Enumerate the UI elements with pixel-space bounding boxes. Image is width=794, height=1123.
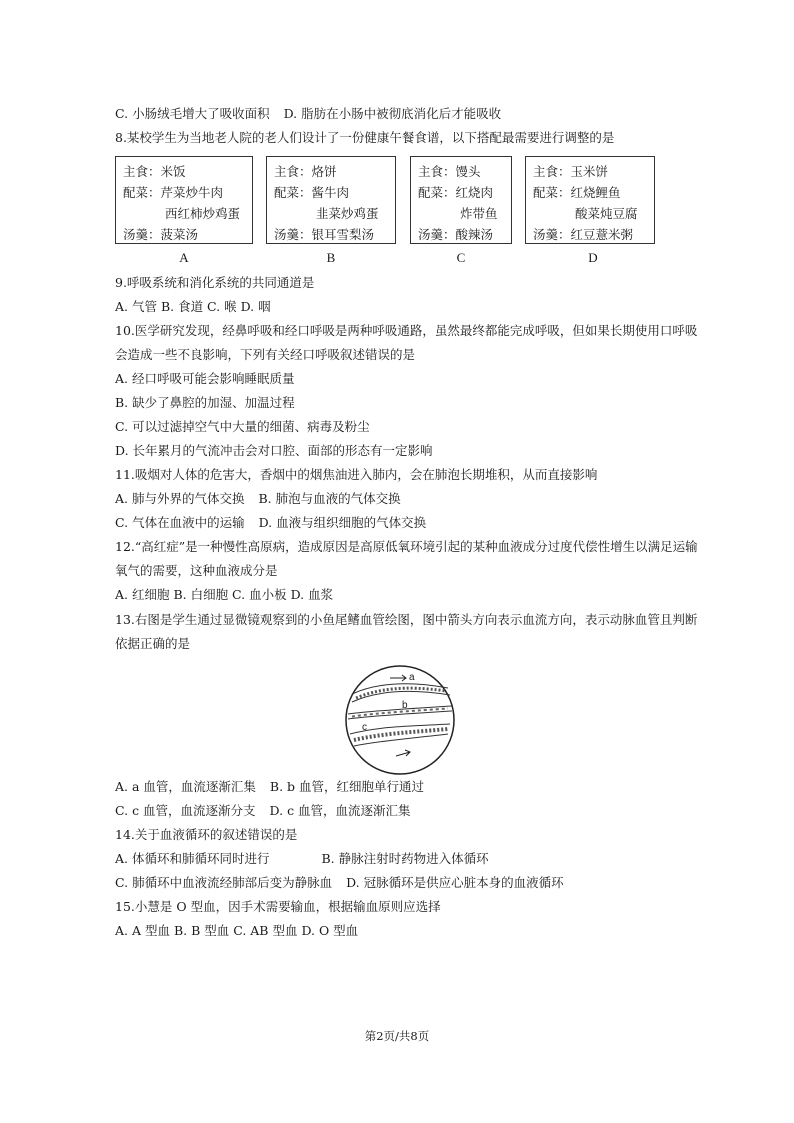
q14-option-c: C. 肺循环中血液流经肺部后变为静脉血 <box>115 875 333 890</box>
menu-box-a <box>115 156 253 244</box>
menu-dish: 配菜：红烧肉 <box>418 185 494 200</box>
q14-stem: 14.关于血液循环的叙述错误的是 <box>115 827 298 842</box>
microscope-field <box>346 666 454 774</box>
page-number: 第2页/共8页 <box>364 1029 430 1043</box>
menu-soup: 汤羹：菠菜汤 <box>123 227 199 242</box>
q10-option-b: B. 缺少了鼻腔的加湿、加温过程 <box>115 395 295 410</box>
menu-soup: 汤羹：银耳雪梨汤 <box>274 227 375 242</box>
label-c: c <box>362 722 367 733</box>
menu-staple: 主食：玉米饼 <box>533 164 609 179</box>
q7-option-c: C. 小肠绒毛增大了吸收面积 <box>115 106 270 121</box>
q12-stem-line2: 氧气的需要，这种血液成分是 <box>115 563 278 578</box>
vessel-drawing <box>344 664 456 776</box>
q11-options-cd <box>115 514 426 532</box>
menu-dish: 西红柿炒鸡蛋 <box>165 206 241 221</box>
q14-options-ab <box>115 850 489 868</box>
label-b: b <box>402 700 408 711</box>
menu-dish: 酸菜炖豆腐 <box>575 206 638 221</box>
menu-box-c <box>410 156 512 244</box>
fish-tail-capillary-figure <box>344 664 456 776</box>
q10-option-d: D. 长年累月的气流冲击会对口腔、面部的形态有一定影响 <box>115 443 433 458</box>
q14-option-d: D. 冠脉循环是供应心脏本身的血液循环 <box>346 875 564 890</box>
q14-options-cd <box>115 874 564 892</box>
menu-dish: 配菜：酱牛肉 <box>274 185 350 200</box>
q14-option-a: A. 体循环和肺循环同时进行 <box>115 851 270 866</box>
menu-label-b: B <box>326 250 336 265</box>
q13-option-c: C. c 血管，血流逐渐分支 <box>115 803 256 818</box>
menu-dish: 韭菜炒鸡蛋 <box>316 206 379 221</box>
q12-stem-line1: 12.“高红症”是一种慢性高原病，造成原因是高原低氧环境引起的某种血液成分过度代偿性增生以满足运输 <box>115 539 698 554</box>
q11-option-c: C. 气体在血液中的运输 <box>115 515 245 530</box>
q7-option-d: D. 脂肪在小肠中被彻底消化后才能吸收 <box>283 106 502 121</box>
menu-box-b <box>266 156 396 244</box>
q13-options-ab <box>115 778 424 796</box>
q13-options-cd <box>115 802 411 820</box>
menu-soup: 汤羹：红豆薏米粥 <box>533 227 634 242</box>
menu-dish: 配菜：芹菜炒牛肉 <box>123 185 224 200</box>
menu-box-d <box>525 156 655 244</box>
q9-options: A. 气管 B. 食道 C. 喉 D. 咽 <box>115 299 271 314</box>
menu-dish: 炸带鱼 <box>460 206 498 221</box>
menu-soup: 汤羹：酸辣汤 <box>418 227 494 242</box>
menu-label-a: A <box>179 250 189 265</box>
q12-options: A. 红细胞 B. 白细胞 C. 血小板 D. 血浆 <box>115 587 334 602</box>
q11-option-d: D. 血液与组织细胞的气体交换 <box>258 515 427 530</box>
q10-stem-line1: 10.医学研究发现，经鼻呼吸和经口呼吸是两种呼吸通路，虽然最终都能完成呼吸，但如果长期使用口呼吸 <box>115 323 698 338</box>
q11-options-ab <box>115 490 401 508</box>
menu-staple: 主食：馒头 <box>418 164 481 179</box>
q13-stem-line2: 依据正确的是 <box>115 636 191 651</box>
menu-staple: 主食：烙饼 <box>274 164 337 179</box>
q11-option-b: B. 肺泡与血液的气体交换 <box>258 491 401 506</box>
menu-staple: 主食：米饭 <box>123 164 186 179</box>
label-a: a <box>409 672 415 683</box>
menu-label-c: C <box>456 250 466 265</box>
q13-option-b: B. b 血管，红细胞单行通过 <box>269 779 425 794</box>
q11-option-a: A. 肺与外界的气体交换 <box>115 491 245 506</box>
q13-option-a: A. a 血管，血流逐渐汇集 <box>115 779 256 794</box>
q10-option-c: C. 可以过滤掉空气中大量的细菌、病毒及粉尘 <box>115 419 370 434</box>
q15-options: A. A 型血 B. B 型血 C. AB 型血 D. O 型血 <box>115 923 359 938</box>
q9-stem: 9.呼吸系统和消化系统的共同通道是 <box>115 275 315 290</box>
q10-stem-line2: 会造成一些不良影响，下列有关经口呼吸叙述错误的是 <box>115 347 416 362</box>
q8-stem: 8.某校学生为当地老人院的老人们设计了一份健康午餐食谱，以下搭配最需要进行调整的是 <box>115 130 615 145</box>
menu-label-d: D <box>588 250 598 265</box>
q14-option-b: B. 静脉注射时药物进入体循环 <box>321 851 489 866</box>
menu-dish: 配菜：红烧鲤鱼 <box>533 185 621 200</box>
q15-stem: 15.小慧是 O 型血，因手术需要输血，根据输血原则应选择 <box>115 899 441 914</box>
q13-stem-line1: 13.右图是学生通过显微镜观察到的小鱼尾鳍血管绘图，图中箭头方向表示血流方向，表示动脉血管且判断 <box>115 612 698 627</box>
q11-stem: 11.吸烟对人体的危害大，香烟中的烟焦油进入肺内，会在肺泡长期堆积，从而直接影响 <box>115 467 598 482</box>
q7-options-cd <box>115 105 501 123</box>
q10-option-a: A. 经口呼吸可能会影响睡眠质量 <box>115 371 295 386</box>
q13-option-d: D. c 血管，血流逐渐汇集 <box>269 803 411 818</box>
